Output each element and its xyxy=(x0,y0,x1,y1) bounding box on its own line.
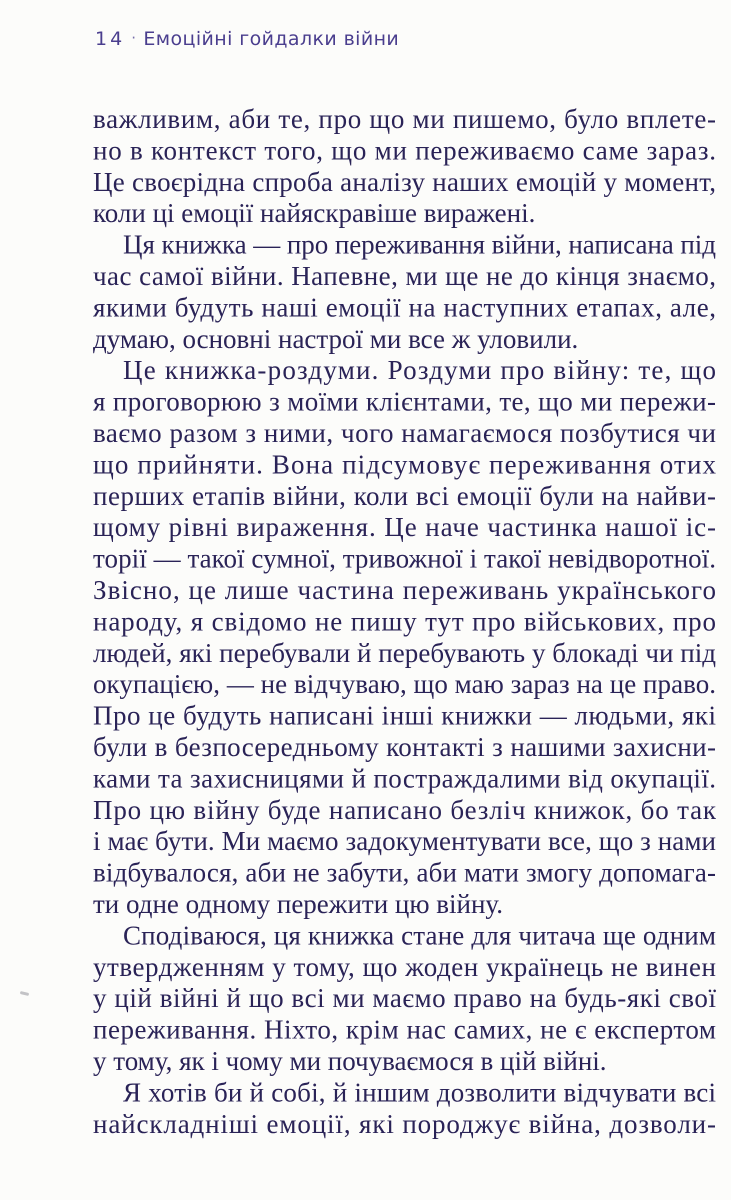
body-line: Про це будуть написані інші книжки — людьми, які xyxy=(93,700,716,731)
body-line: якими будуть наші емоції на наступних етапах, але, xyxy=(93,292,716,323)
body-text xyxy=(93,103,716,1163)
body-line: були в безпосередньому контакті з нашими захисни- xyxy=(93,732,716,762)
body-line: щому рівні вираження. Це наче частинка нашої іс- xyxy=(93,512,716,543)
body-line: людей, які перебували й перебувають у блокаді чи під xyxy=(93,637,716,668)
body-line: час самої війни. Напевне, ми ще не до кінця знаємо, xyxy=(93,261,716,291)
body-line: важливим, аби те, про що ми пишемо, було вплете- xyxy=(93,104,716,134)
body-line: я проговорюю з моїми клієнтами, те, що ми пережи- xyxy=(93,386,716,417)
body-line: що прийняти. Вона підсумовує переживання отих xyxy=(93,449,716,480)
running-head xyxy=(95,28,399,50)
body-line: думаю, основні настрої ми все ж уловили. xyxy=(93,323,579,354)
body-line: Сподіваюся, ця книжка стане для читача ще одним xyxy=(123,920,716,951)
body-line: переживання. Ніхто, крім нас самих, не є експертом xyxy=(93,1014,716,1045)
body-line: коли ці емоції найяскравіше виражені. xyxy=(93,198,536,229)
body-line: перших етапів війни, коли всі емоції були на найви- xyxy=(93,480,716,511)
body-line: ти одне одному пережити цю війну. xyxy=(93,889,503,919)
body-line: Я хотів би й собі, й іншим дозволити відчувати всі xyxy=(123,1077,716,1108)
running-title: Емоційні гойдалки війни xyxy=(143,28,400,50)
body-line: народу, я свідомо не пишу тут про військових, про xyxy=(93,606,716,637)
body-line: і має бути. Ми маємо задокументувати все, що з нами xyxy=(93,826,716,857)
body-line: найскладніші емоції, які породжує війна, дозволи- xyxy=(93,1108,716,1139)
header-separator-dot: · xyxy=(131,29,137,47)
body-line: окупацією, — не відчуваю, що маю зараз на це право. xyxy=(93,669,716,700)
body-line: утвердженням у тому, що жоден українець не винен xyxy=(93,951,716,982)
page-number: 14 xyxy=(95,28,126,50)
body-line: у тому, як і чому ми почуваємося в цій війні. xyxy=(93,1046,607,1076)
body-line: но в контекст того, що ми переживаємо саме зараз. xyxy=(93,135,716,166)
body-line: відбувалося, аби не забути, аби мати змогу допомага- xyxy=(93,857,716,888)
body-line: Звісно, це лише частина переживань українського xyxy=(93,575,716,605)
body-line: Ця книжка — про переживання війни, написана під xyxy=(123,229,716,260)
body-line: Це своєрідна спроба аналізу наших емоцій у момент, xyxy=(93,166,716,197)
body-line: торії — такої сумної, тривожної і такої невідворотної. xyxy=(93,543,716,574)
body-line: Про цю війну буде написано безліч книжок, бо так xyxy=(93,794,716,825)
body-line: ваємо разом з ними, чого намагаємося позбутися чи xyxy=(93,418,716,448)
body-line: Це книжка-роздуми. Роздуми про війну: те, що xyxy=(123,355,716,386)
scan-speck xyxy=(20,991,29,996)
body-line: ками та захисницями й постраждалими від окупації. xyxy=(93,763,716,794)
body-line: у цій війні й що всі ми маємо право на будь-які свої xyxy=(93,983,716,1014)
